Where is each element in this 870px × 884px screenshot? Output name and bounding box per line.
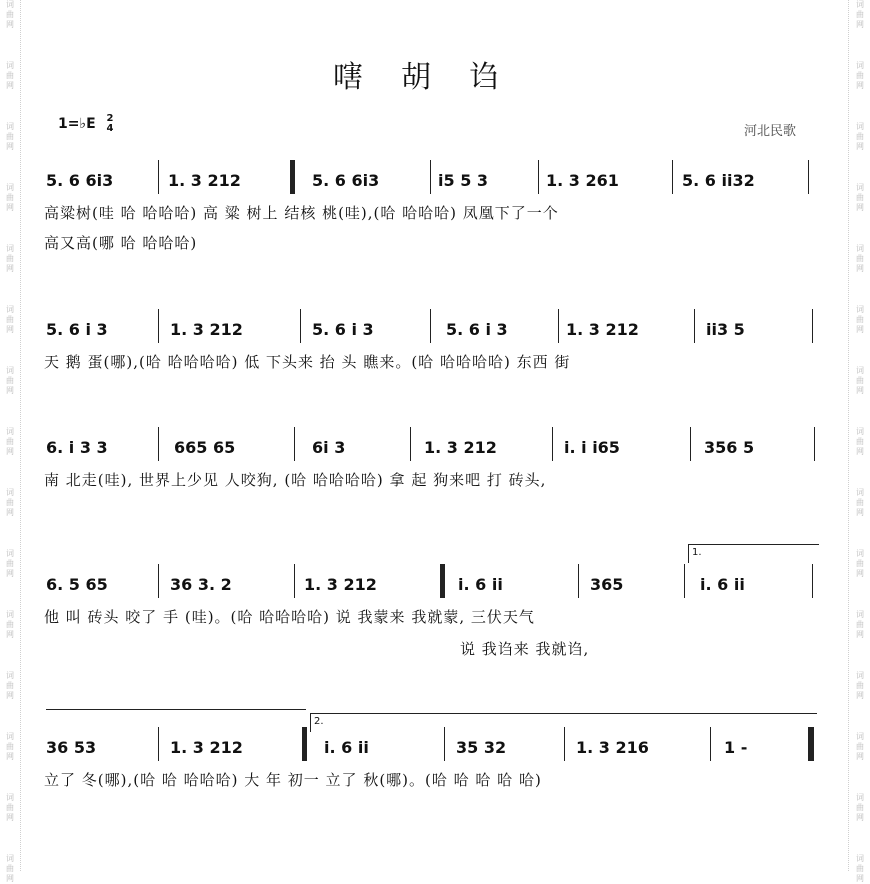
notation-line [40,735,820,759]
barline [578,564,579,598]
watermark-left [3,0,17,883]
key-text: 1=♭E [58,116,96,132]
watermark-text: 词曲网 [856,122,864,151]
watermark-right [853,0,867,883]
watermark-text: 词曲网 [856,427,864,456]
watermark-text: 词曲网 [6,427,14,456]
measure: 1. 3 216 [576,737,649,757]
watermark-text: 词曲网 [856,183,864,212]
lyrics-verse-2: 高又高(哪 哈 哈哈哈) [44,234,198,252]
watermark-text: 词曲网 [856,732,864,761]
measure: ii3 5 [706,319,745,339]
barline [672,160,673,194]
final-barline [808,727,814,761]
page-border-left [20,0,21,871]
watermark-text: 词曲网 [6,549,14,578]
barline [430,309,431,343]
barline [694,309,695,343]
barline [538,160,539,194]
volta-label: 2. [314,716,324,727]
measure: 35 32 [456,737,507,757]
watermark-text: 词曲网 [856,61,864,90]
watermark-text: 词曲网 [856,671,864,700]
measure: 36 3. 2 [170,574,232,594]
measure: i. 6 ii [324,737,369,757]
barline [158,309,159,343]
repeat-barline [440,564,445,598]
watermark-text: 词曲网 [856,0,864,29]
barline [690,427,691,461]
lyrics-verse-1: 高粱树(哇 哈 哈哈哈) 高 粱 树上 结核 桃(哇),(哈 哈哈哈) 凤凰下了一个 [44,204,559,222]
watermark-text: 词曲网 [856,305,864,334]
notation-line [40,168,820,192]
measure: 1. 3 212 [170,319,243,339]
watermark-text: 词曲网 [856,854,864,883]
watermark-text: 词曲网 [856,549,864,578]
measure: 1. 3 212 [304,574,377,594]
measure: 365 [590,574,624,594]
measure: 1. 3 212 [424,437,497,457]
staff-system-3 [40,435,820,489]
repeat-barline [290,160,295,194]
barline [294,427,295,461]
watermark-text: 词曲网 [6,732,14,761]
barline [814,427,815,461]
barline [430,160,431,194]
barline [812,564,813,598]
watermark-text: 词曲网 [6,488,14,517]
barline [410,427,411,461]
barline [158,727,159,761]
barline [158,427,159,461]
watermark-text: 词曲网 [6,244,14,273]
watermark-text: 词曲网 [856,793,864,822]
barline [558,309,559,343]
measure: i. 6 ii [700,574,745,594]
barline [552,427,553,461]
time-top: 2 [106,113,114,124]
lyrics-verse-1: 他 叫 砖头 咬了 手 (哇)。(哈 哈哈哈哈) 说 我蒙来 我就蒙, 三伏天气 [44,608,535,626]
time-signature [107,114,114,134]
staff-system-5 [40,716,820,789]
watermark-text: 词曲网 [856,488,864,517]
lyrics-verse-2: 说 我诌来 我就诌, [460,640,590,658]
watermark-text: 词曲网 [856,244,864,273]
lyrics-verse-1: 天 鹅 蛋(哪),(哈 哈哈哈哈) 低 下头来 抬 头 瞧来。(哈 哈哈哈哈) 东西 街 [44,353,571,371]
watermark-text: 词曲网 [6,122,14,151]
barline [684,564,685,598]
key-signature [58,114,113,134]
page-border-right [848,0,849,871]
measure: 5. 6 i 3 [446,319,508,339]
notation-line [40,435,820,459]
volta-bracket-continuation [46,709,306,728]
barline [158,160,159,194]
watermark-text: 词曲网 [6,610,14,639]
notation-line [40,317,820,341]
barline [812,309,813,343]
song-credit: 河北民歌 [744,124,797,139]
measure: 5. 6 ii32 [682,170,755,190]
barline [564,727,565,761]
measure: 1. 3 212 [170,737,243,757]
measure: 665 65 [174,437,236,457]
watermark-text: 词曲网 [6,854,14,883]
volta-bracket-first-ending [688,544,819,563]
volta-label: 1. [692,547,702,558]
measure: i. 6 ii [458,574,503,594]
watermark-text: 词曲网 [6,366,14,395]
measure: 36 53 [46,737,97,757]
measure: 6i 3 [312,437,346,457]
staff-system-1 [40,168,820,252]
measure: 5. 6 6i3 [46,170,114,190]
song-title: 嗐胡诌 [333,60,537,95]
measure: 5. 6 6i3 [312,170,380,190]
measure: 6. 5 65 [46,574,108,594]
lyrics-verse-1: 立了 冬(哪),(哈 哈 哈哈哈) 大 年 初一 立了 秋(哪)。(哈 哈 哈 哈 哈) [44,771,542,789]
barline [300,309,301,343]
barline [808,160,809,194]
measure: 5. 6 i 3 [46,319,108,339]
measure: 1 - [724,737,748,757]
watermark-text: 词曲网 [6,0,14,29]
watermark-text: 词曲网 [856,366,864,395]
measure: 356 5 [704,437,755,457]
watermark-text: 词曲网 [856,610,864,639]
measure: i5 5 3 [438,170,489,190]
watermark-text: 词曲网 [6,793,14,822]
measure: i. i i65 [564,437,620,457]
notation-line [40,572,820,596]
time-bottom: 4 [106,123,114,134]
barline [444,727,445,761]
lyrics-verse-1: 南 北走(哇), 世界上少见 人咬狗, (哈 哈哈哈哈) 拿 起 狗来吧 打 砖头, [44,471,547,489]
measure: 6. i 3 3 [46,437,108,457]
barline [158,564,159,598]
watermark-text: 词曲网 [6,61,14,90]
measure: 5. 6 i 3 [312,319,374,339]
repeat-barline [302,727,307,761]
measure: 1. 3 212 [566,319,639,339]
barline [294,564,295,598]
barline [710,727,711,761]
measure: 1. 3 212 [168,170,241,190]
measure: 1. 3 261 [546,170,619,190]
watermark-text: 词曲网 [6,305,14,334]
staff-system-2 [40,317,820,371]
watermark-text: 词曲网 [6,183,14,212]
watermark-text: 词曲网 [6,671,14,700]
staff-system-4 [40,547,820,658]
